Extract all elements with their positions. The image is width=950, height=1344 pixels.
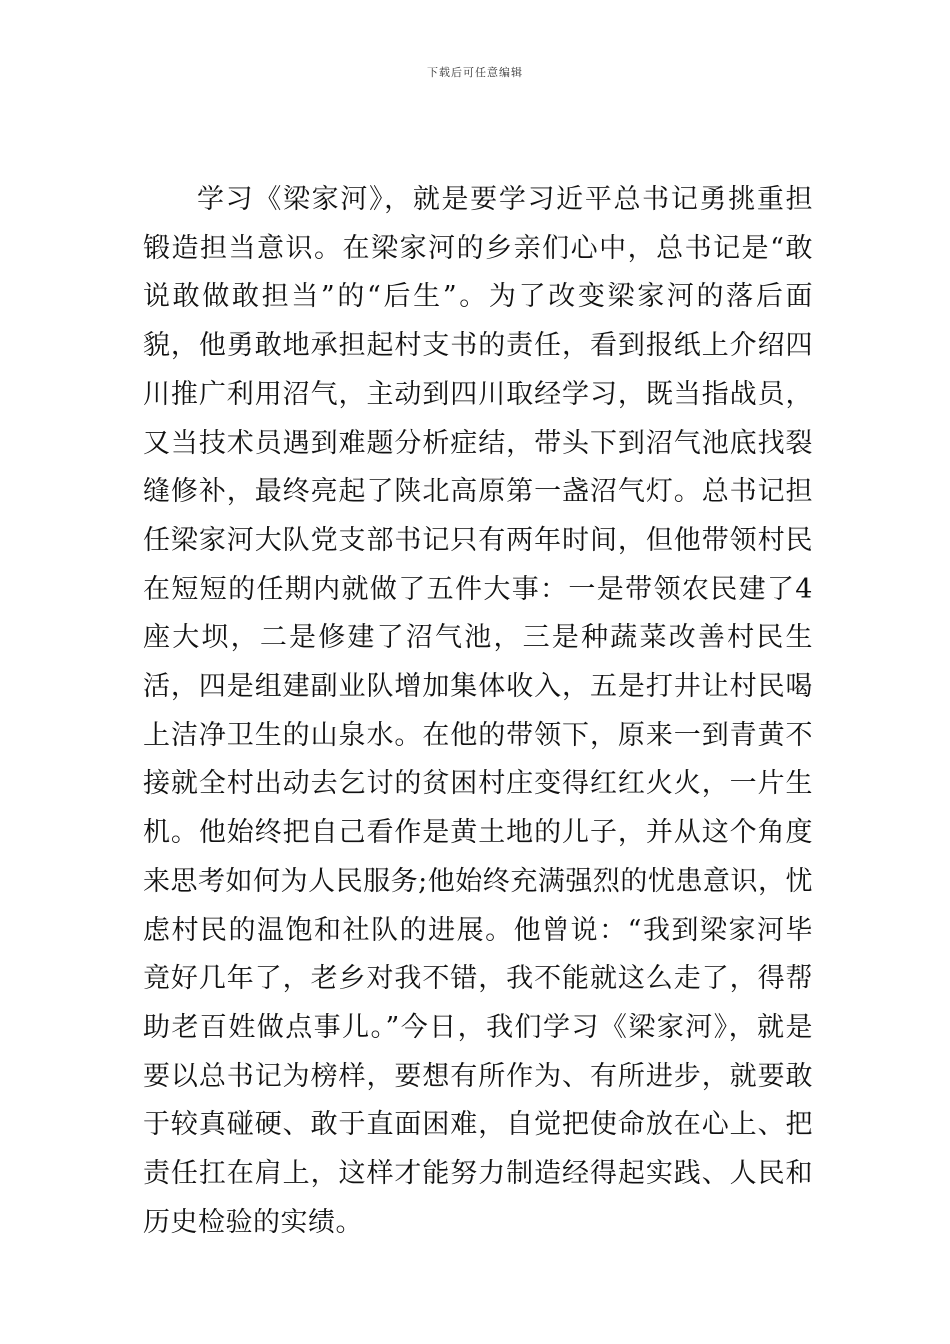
body-paragraph: 学习《梁家河》，就是要学习近平总书记勇挑重担锻造担当意识。在梁家河的乡亲们心中，总书记是“敢说敢做敢担当”的“后生”。为了改变梁家河的落后面貌，他勇敢地承担起村支书的责任，看到报纸上介绍四川推广利用沼气，主动到四川取经学习，既当指战员，又当技术员遇到难题分析症结，带头下到沼气池底找裂缝修补，最终亮起了陕北高原第一盏沼气灯。总书记担任梁家河大队党支部书记只有两年时间，但他带领村民在短短的任期内就做了五件大事：一是带领农民建了4座大坝，二是修建了沼气池，三是种蔬菜改善村民生活，四是组建副业队增加集体收入，五是打井让村民喝上洁净卫生的山泉水。在他的带领下，原来一到青黄不接就全村出动去乞讨的贫困村庄变得红红火火，一片生机。他始终把自己看作是黄土地的儿子，并从这个角度来思考如何为人民服务;他始终充满强烈的忧患意识，忧虑村民的温饱和社队的进展。他曾说：“我到梁家河毕竟好几年了，老乡对我不错，我不能就这么走了，得帮助老百姓做点事儿。”今日，我们学习《梁家河》，就是要以总书记为榜样，要想有所作为、有所进步，就要敢于较真碰硬、敢于直面困难，自觉把使命放在心上、把责任扛在肩上，这样才能努力制造经得起实践、人民和历史检验的实绩。 <box>143 184 813 1238</box>
page-header-note: 下载后可任意编辑 <box>427 66 523 79</box>
